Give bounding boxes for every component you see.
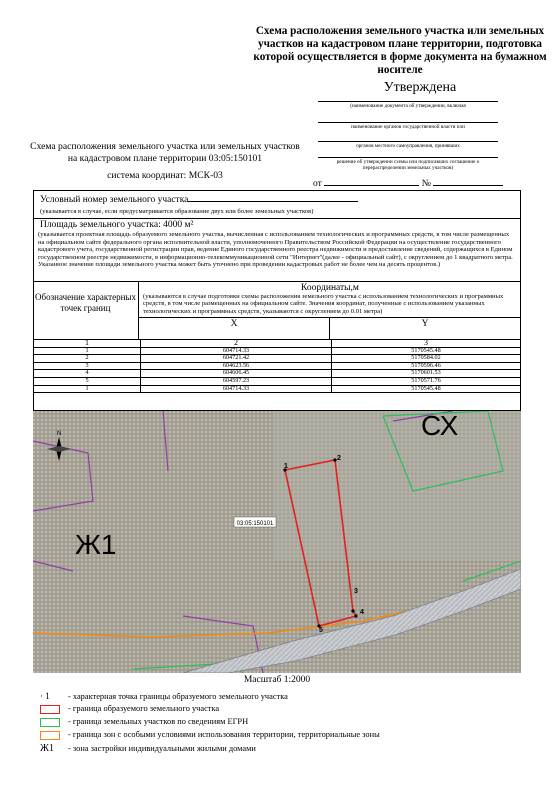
from-label: от bbox=[313, 178, 322, 189]
legend-point: · 1 - характерная точка границы образуемого земельного участка bbox=[40, 691, 288, 701]
scheme-header-line2: на кадастровом плане территории 03:05:150101 bbox=[67, 152, 263, 164]
legend-zh1-symbol: Ж1 bbox=[40, 743, 54, 754]
table-row: 4 604606.45 5170601.53 bbox=[34, 370, 521, 378]
coords-header bbox=[33, 281, 521, 340]
approved-label: Утверждена bbox=[383, 80, 457, 95]
point-label-5: 5 bbox=[319, 627, 323, 634]
legend-zones: - граница зон с особыми условиями использования территории, территориальные зоны bbox=[40, 730, 380, 740]
zone-label-skh: СХ bbox=[421, 411, 459, 441]
table-row: 1 604714.33 5170545.48 bbox=[34, 385, 521, 393]
approval-document-caption: (наименование документа об утверждении, включая bbox=[318, 101, 498, 109]
document-title: Схема расположения земельного участка или земельных участков на кадастровом плане территории, подготовка которой осуществляется в форме документа на бумажном носителе bbox=[253, 25, 547, 76]
number-blank bbox=[433, 185, 503, 186]
map-canvas bbox=[33, 411, 521, 673]
legend-egrn: - граница земельных участков по сведениям ЕГРН bbox=[40, 717, 248, 727]
area-label: Площадь земельного участка: 4000 м² bbox=[40, 220, 194, 230]
point-label-3: 3 bbox=[354, 588, 358, 595]
legend-point-symbol: · 1 bbox=[40, 691, 50, 701]
coordinates-note: (указываются в случае подготовки схемы расположения земельного участка с использованием технологических и программных средств, в том числе размещенных на официальном сайте. Значения координат, полученные с использованием указанных технологических и программных средств, указываются с округлением до 0.01 метра) bbox=[143, 293, 504, 315]
number-label: № bbox=[421, 178, 431, 189]
legend-green-swatch bbox=[40, 718, 60, 727]
conditional-number-label: Условный номер земельного участка bbox=[40, 195, 358, 205]
compass-north: N bbox=[57, 431, 62, 437]
legend-zh1: Ж1 - зона застройки индивидуальными жилыми домами bbox=[40, 743, 256, 754]
date-blank bbox=[324, 185, 419, 186]
point-label-1: 1 bbox=[284, 463, 288, 470]
point-marker-3 bbox=[351, 609, 354, 612]
point-marker-4 bbox=[354, 614, 357, 617]
zone-label-zh1: Ж1 bbox=[75, 529, 117, 560]
approval-decision-caption: решение об утверждении схемы или подписавших соглашение о перераспределении земельных участков) bbox=[318, 157, 498, 171]
legend-red-swatch bbox=[40, 705, 60, 714]
table-row: 3 604623.56 5170596.46 bbox=[34, 362, 521, 370]
point-designation-header: Обозначение характерных точек границ bbox=[33, 282, 139, 339]
x-header: X bbox=[230, 319, 238, 329]
area-note: (указывается проектная площадь образуемого земельного участка, вычисленная с использованием технологических и программных средств, в том числе размещенных на официальном сайте федерального органа исполнительной власти, уполномоченного Правительством Российской Федерации на осуществление государственного кадастрового учета, государственной регистрации прав, ведение Единого государственного реестра недвижимости и предоставление сведений, содержащихся в Едином государственном реестре недвижимости, в информационно-телекоммуникационной сети "Интернет"(далее - официальный сайт), с округлением до 1 квадратного метра. Указанное значение площади земельного участка может быть уточнено при проведении кадастровых работ не более чем на десять процентов.) bbox=[38, 231, 513, 269]
coordinates-header: Координаты,м bbox=[301, 283, 359, 293]
legend-orange-swatch bbox=[40, 731, 60, 740]
point-label-2: 2 bbox=[337, 455, 341, 462]
point-label-4: 4 bbox=[360, 609, 364, 616]
divider bbox=[33, 218, 521, 219]
y-header: Y bbox=[421, 319, 429, 329]
table-row: 5 604597.23 5170571.76 bbox=[34, 377, 521, 385]
scheme-header bbox=[20, 141, 310, 182]
coordinate-system: система координат: МСК-03 bbox=[107, 170, 223, 181]
conditional-number-note: (указывается в случае, если предусматривается образование двух или более земельных участков) bbox=[40, 208, 314, 215]
cadastral-map[interactable] bbox=[33, 410, 521, 673]
table-row: 2 604721.42 5170584.02 bbox=[34, 355, 521, 363]
coordinates-table bbox=[33, 339, 521, 393]
cadastral-quarter-label: 03:05:150101 bbox=[236, 521, 274, 527]
approval-local-authority-caption: органов местного самоуправления, принявших bbox=[318, 141, 498, 149]
approval-authority-caption: наименование органов государственной власти или bbox=[318, 122, 498, 130]
map-scale: Масштаб 1:2000 bbox=[243, 675, 311, 685]
table-row: 1 604714.33 5170545.48 bbox=[34, 347, 521, 355]
table-index-row: 1 2 3 bbox=[34, 340, 521, 348]
scheme-header-line1: Схема расположения земельного участка или земельных участков bbox=[30, 141, 300, 152]
approval-date-number bbox=[313, 178, 503, 189]
legend-parcel: - граница образуемого земельного участка bbox=[40, 704, 219, 714]
